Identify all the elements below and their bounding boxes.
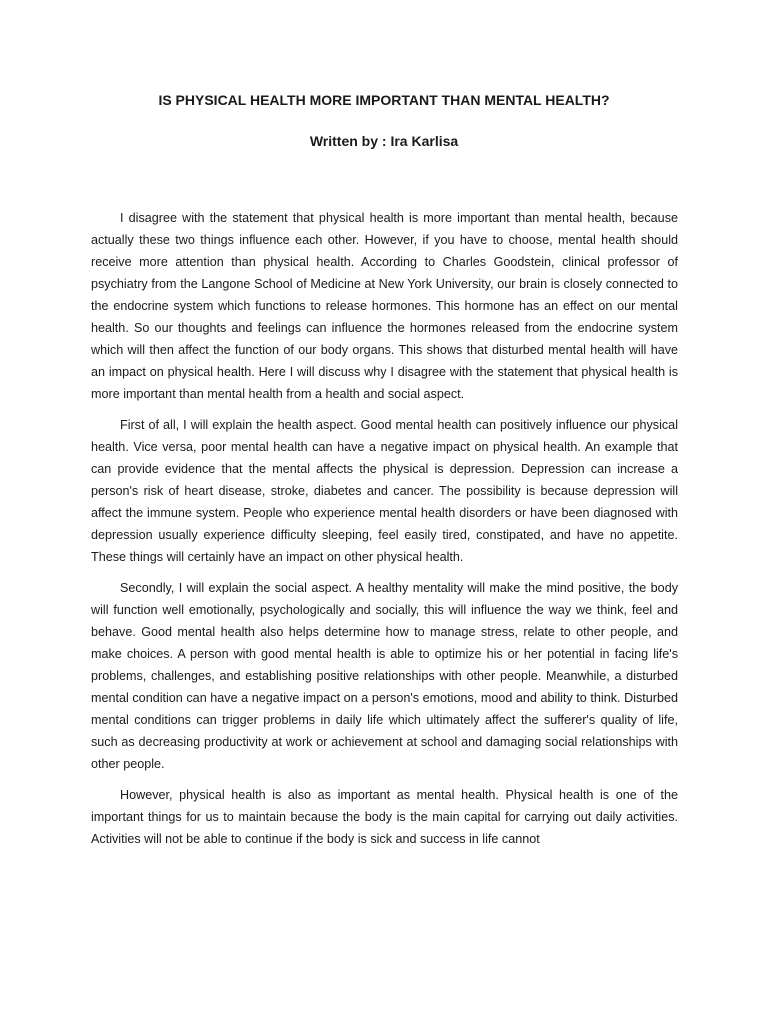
author-line: Written by : Ira Karlisa [309,133,459,149]
document-title: IS PHYSICAL HEALTH MORE IMPORTANT THAN MENTAL HEALTH? [158,92,610,108]
paragraph-2: First of all, I will explain the health aspect. Good mental health can positively influence our physical health. Vice versa, poor mental health can have a negative impact on physical health. An example that can provide evidence that the mental affects the physical is depression. Depression can increase a person's risk of heart disease, stroke, diabetes and cancer. The possibility is because depression will affect the immune system. People who experience mental health disorders or have been diagnosed with depression usually experience difficulty sleeping, feel easily tired, constipated, and have no appetite. These things will certainly have an impact on other physical health. [91,418,678,564]
paragraph-4: However, physical health is also as important as mental health. Physical health is one of the important things for us to maintain because the body is the main capital for carrying out daily activities. Activities will not be able to continue if the body is sick and success in life cannot [91,788,678,846]
paragraph-1: I disagree with the statement that physical health is more important than mental health, because actually these two things influence each other. However, if you have to choose, mental health should receive more attention than physical health. According to Charles Goodstein, clinical professor of psychiatry from the Langone School of Medicine at New York University, our brain is closely connected to the endocrine system which functions to release hormones. This hormone has an effect on our mental health. So our thoughts and feelings can influence the hormones released from the endocrine system which will then affect the function of our body organs. This shows that disturbed mental health will have an impact on physical health. Here I will discuss why I disagree with the statement that physical health is more important than mental health from a health and social aspect. [91,211,678,401]
document-body [91,207,678,859]
paragraph-3: Secondly, I will explain the social aspect. A healthy mentality will make the mind positive, the body will function well emotionally, psychologically and socially, this will influence the way we think, feel and behave. Good mental health also helps determine how to manage stress, relate to other people, and make choices. A person with good mental health is able to optimize his or her potential in facing life's problems, challenges, and establishing positive relationships with other people. Meanwhile, a disturbed mental condition can have a negative impact on a person's emotions, mood and ability to think. Disturbed mental conditions can trigger problems in daily life which ultimately affect the sufferer's quality of life, such as decreasing productivity at work or achievement at school and damaging social relationships with other people. [91,581,678,771]
